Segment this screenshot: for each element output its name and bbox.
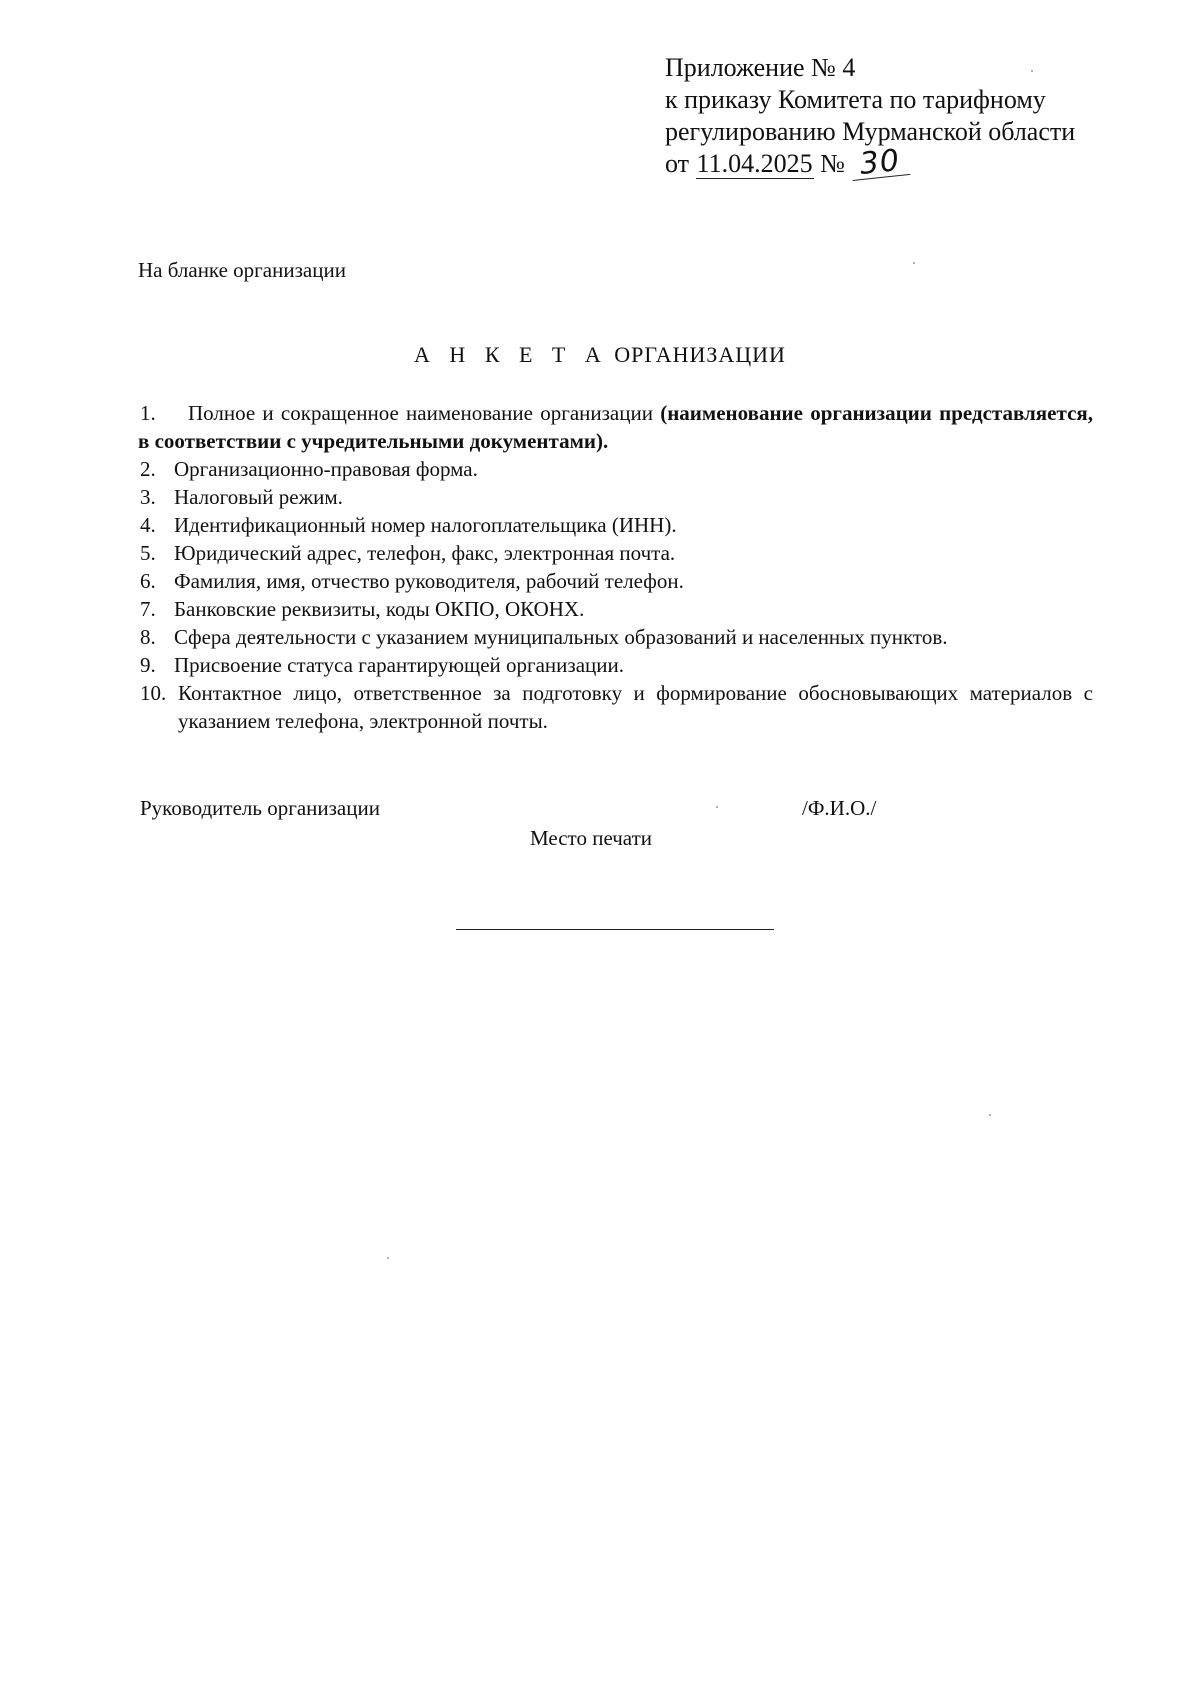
closing-divider [456,929,774,930]
list-item-text: Полное и сокращенное наименование организации [188,401,661,425]
list-item [138,651,1093,679]
list-item-text: Сфера деятельности с указанием муниципальных образований и населенных пунктов. [174,625,948,649]
list-item [138,679,1093,735]
scan-speck [989,1114,991,1116]
signature-fio: /Ф.И.О./ [802,796,877,820]
list-item [138,595,1093,623]
list-item-text: Контактное лицо, ответственное за подготовку и формирование обосновывающих материалов с указанием телефона, электронной почты. [178,681,1093,733]
scan-speck [913,262,915,264]
list-item [138,623,1093,651]
scan-speck [716,806,718,808]
list-item-text: Налоговый режим. [174,485,343,509]
list-item-text: Юридический адрес, телефон, факс, электронная почта. [174,541,676,565]
list-item [138,567,1093,595]
list-item-text: Фамилия, имя, отчество руководителя, рабочий телефон. [174,569,684,593]
list-item-text: Банковские реквизиты, коды ОКПО, ОКОНХ. [174,597,585,621]
list-item-number: 6. [140,569,156,593]
signature-label: Руководитель организации [140,796,380,820]
list-item-text: Организационно-правовая форма. [174,457,478,481]
list-item [138,455,1093,483]
list-item-bold-note: (наименование организации представляется, в соответствии с учредительными документами). [138,401,1093,453]
list-item-number: 7. [140,597,156,621]
list-item-number: 2. [140,457,156,481]
list-item-number: 9. [140,653,156,677]
list-item-number: 10. [140,681,167,705]
list-item-number: 8. [140,625,156,649]
appendix-line-4 [665,143,1075,183]
list-item-number: 1. [140,401,156,425]
scan-speck [387,1257,389,1259]
appendix-line-1: Приложение № 4 [665,53,856,82]
list-item-number: 4. [140,513,156,537]
list-item [138,539,1093,567]
appendix-line-3: регулированию Мурманской области [665,117,1076,146]
list-item [138,483,1093,511]
document-title [0,342,1200,368]
order-number-label: № [820,149,845,178]
letterhead-note: На бланке организации [138,258,346,282]
questionnaire-list [138,399,1093,735]
appendix-line-2: к приказу Комитета по тарифному [665,85,1046,114]
title-spaced-word: А Н К Е Т А [414,342,608,367]
order-date-prefix: от [665,149,690,178]
list-item-number: 3. [140,485,156,509]
appendix-header [665,52,1076,183]
title-word: ОРГАНИЗАЦИИ [614,342,786,367]
order-date: 11.04.2025 [696,149,813,178]
list-item-text: Присвоение статуса гарантирующей организации. [174,653,624,677]
scan-speck [1031,70,1033,72]
list-item [138,511,1093,539]
order-number-handwritten: 30 [850,146,911,181]
list-item [138,399,1093,455]
list-item-number: 5. [140,541,156,565]
stamp-place: Место печати [530,826,653,850]
list-item-text: Идентификационный номер налогоплательщика (ИНН). [174,513,677,537]
